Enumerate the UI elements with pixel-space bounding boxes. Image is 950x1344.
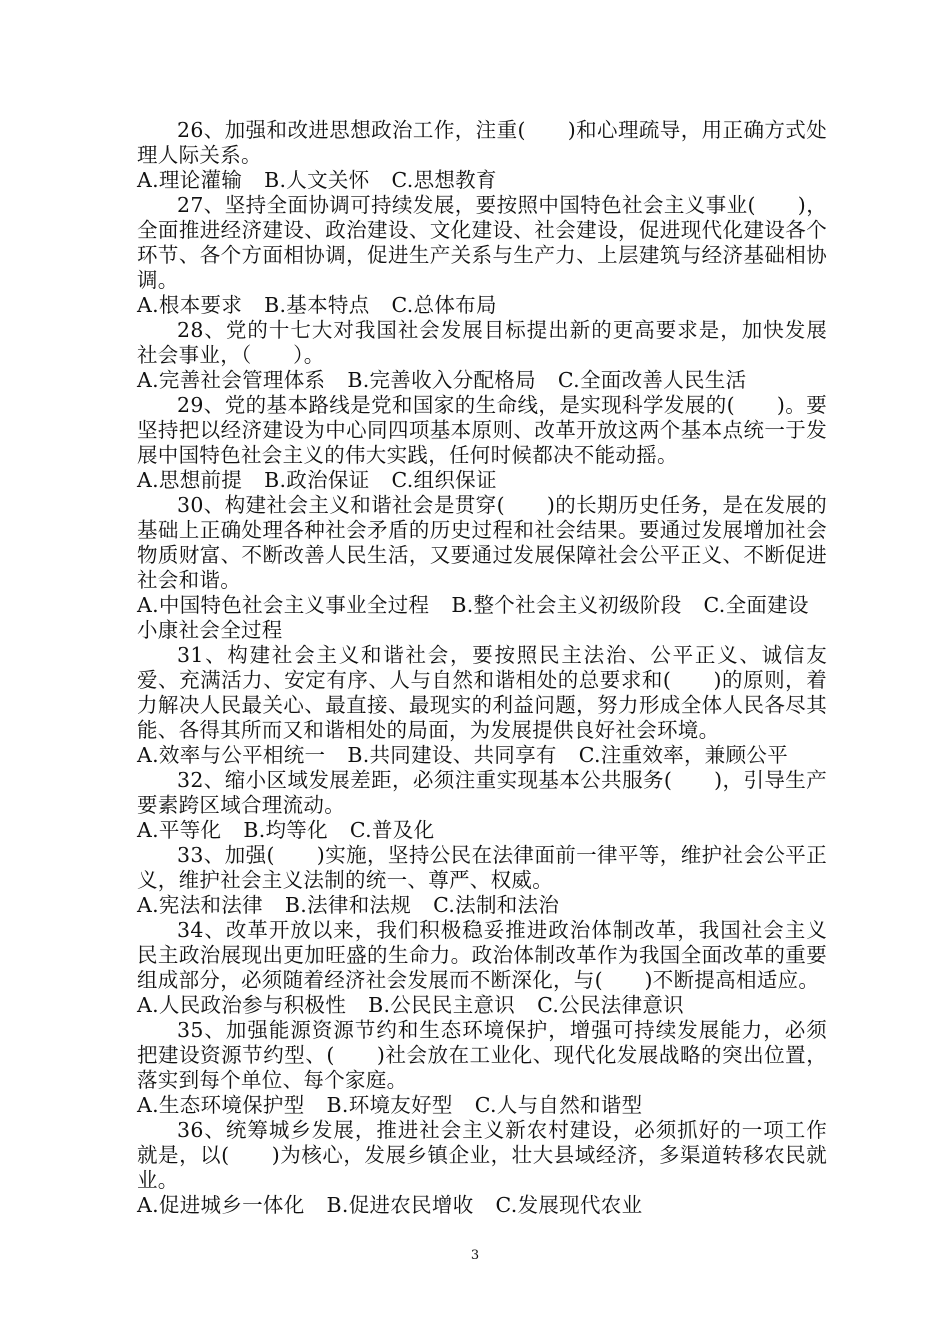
question-30-option-a: A.中国特色社会主义事业全过程: [137, 593, 430, 617]
question-33-options: [137, 893, 827, 918]
question-29-option-a: A.思想前提: [137, 468, 243, 492]
question-34-options: [137, 993, 827, 1018]
question-29: [137, 393, 827, 493]
question-32-option-a: A.平等化: [137, 818, 222, 842]
question-26-option-c: C.思想教育: [391, 168, 497, 192]
question-26: [137, 118, 827, 193]
question-28-option-b: B.完善收入分配格局: [347, 368, 536, 392]
question-30-options: [137, 593, 827, 643]
question-31-option-c: C.注重效率，兼顾公平: [578, 743, 788, 767]
question-34-option-c: C.公民法律意识: [537, 993, 684, 1017]
question-36-options: [137, 1193, 827, 1218]
question-33: [137, 843, 827, 918]
page-number: 3: [470, 1248, 480, 1263]
question-29-stem: 29、党的基本路线是党和国家的生命线，是实现科学发展的( )。要坚持把以经济建设为中心同四项基本原则、改革开放这两个基本点统一于发展中国特色社会主义的伟大实践，任何时候都决不能动摇。: [137, 393, 827, 467]
question-36-option-a: A.促进城乡一体化: [137, 1193, 305, 1217]
question-32-option-b: B.均等化: [243, 818, 328, 842]
question-34-option-b: B.公民民主意识: [368, 993, 516, 1017]
question-35-option-a: A.生态环境保护型: [137, 1093, 305, 1117]
question-27-option-b: B.基本特点: [264, 293, 370, 317]
question-33-stem: 33、加强( )实施，坚持公民在法律面前一律平等，维护社会公平正义，维护社会主义法制的统一、尊严、权威。: [137, 843, 827, 892]
question-31: [137, 643, 827, 768]
question-31-option-b: B.共同建设、共同享有: [347, 743, 557, 767]
question-36-stem: 36、统筹城乡发展，推进社会主义新农村建设，必须抓好的一项工作就是，以( )为核心，发展乡镇企业，壮大县域经济，多渠道转移农民就业。: [137, 1118, 827, 1192]
question-31-stem: 31、构建社会主义和谐社会，要按照民主法治、公平正义、诚信友爱、充满活力、安定有序、人与自然和谐相处的总要求和( )的原则，着力解决人民最关心、最直接、最现实的利益问题，努力形成全体人民各尽其能、各得其所而又和谐相处的局面，为发展提供良好社会环境。: [137, 643, 827, 742]
question-32-option-c: C.普及化: [349, 818, 435, 842]
question-33-option-c: C.法制和法治: [433, 893, 560, 917]
question-32-options: [137, 818, 827, 843]
question-35-option-c: C.人与自然和谐型: [474, 1093, 643, 1117]
question-27-option-c: C.总体布局: [391, 293, 497, 317]
question-36-option-c: C.发展现代农业: [495, 1193, 643, 1217]
question-28-stem: 28、党的十七大对我国社会发展目标提出新的更高要求是，加快发展社会事业，（ ）。: [137, 318, 827, 367]
question-35-stem: 35、加强能源资源节约和生态环境保护，增强可持续发展能力，必须把建设资源节约型、( )社会放在工业化、现代化发展战略的突出位置，落实到每个单位、每个家庭。: [137, 1018, 827, 1092]
question-28-option-c: C.全面改善人民生活: [557, 368, 747, 392]
question-30-option-c: C.全面建设小康社会全过程: [137, 593, 809, 642]
question-34-stem: 34、改革开放以来，我们积极稳妥推进政治体制改革，我国社会主义民主政治展现出更加旺盛的生命力。政治体制改革作为我国全面改革的重要组成部分，必须随着经济社会发展而不断深化，与( )不断提高相适应。: [137, 918, 827, 992]
question-26-options: [137, 168, 827, 193]
question-30-option-b: B.整个社会主义初级阶段: [451, 593, 682, 617]
question-36-option-b: B.促进农民增收: [326, 1193, 474, 1217]
question-32-stem: 32、缩小区域发展差距，必须注重实现基本公共服务( )，引导生产要素跨区域合理流动。: [137, 768, 827, 817]
question-30-stem: 30、构建社会主义和谐社会是贯穿( )的长期历史任务，是在发展的基础上正确处理各种社会矛盾的历史过程和社会结果。要通过发展增加社会物质财富、不断改善人民生活，又要通过发展保障社会公平正义、不断促进社会和谐。: [137, 493, 827, 592]
question-26-stem: 26、加强和改进思想政治工作，注重( )和心理疏导，用正确方式处理人际关系。: [137, 118, 827, 167]
question-28: [137, 318, 827, 393]
question-33-option-b: B.法律和法规: [284, 893, 412, 917]
question-27-stem: 27、坚持全面协调可持续发展，要按照中国特色社会主义事业( )，全面推进经济建设、政治建设、文化建设、社会建设，促进现代化建设各个环节、各个方面相协调，促进生产关系与生产力、上层建筑与经济基础相协调。: [137, 193, 827, 292]
question-28-options: [137, 368, 827, 393]
question-28-option-a: A.完善社会管理体系: [137, 368, 326, 392]
question-27-options: [137, 293, 827, 318]
question-33-option-a: A.宪法和法律: [137, 893, 263, 917]
question-26-option-a: A.理论灌输: [137, 168, 243, 192]
question-27: [137, 193, 827, 318]
question-26-option-b: B.人文关怀: [264, 168, 370, 192]
question-35-option-b: B.环境友好型: [326, 1093, 453, 1117]
question-list: [137, 118, 827, 1218]
question-27-option-a: A.根本要求: [137, 293, 243, 317]
question-34: [137, 918, 827, 1018]
question-35: [137, 1018, 827, 1118]
question-29-options: [137, 468, 827, 493]
question-29-option-c: C.组织保证: [391, 468, 497, 492]
question-36: [137, 1118, 827, 1218]
question-30: [137, 493, 827, 643]
question-34-option-a: A.人民政治参与积极性: [137, 993, 347, 1017]
question-35-options: [137, 1093, 827, 1118]
question-29-option-b: B.政治保证: [264, 468, 370, 492]
question-32: [137, 768, 827, 843]
question-31-option-a: A.效率与公平相统一: [137, 743, 326, 767]
question-31-options: [137, 743, 827, 768]
